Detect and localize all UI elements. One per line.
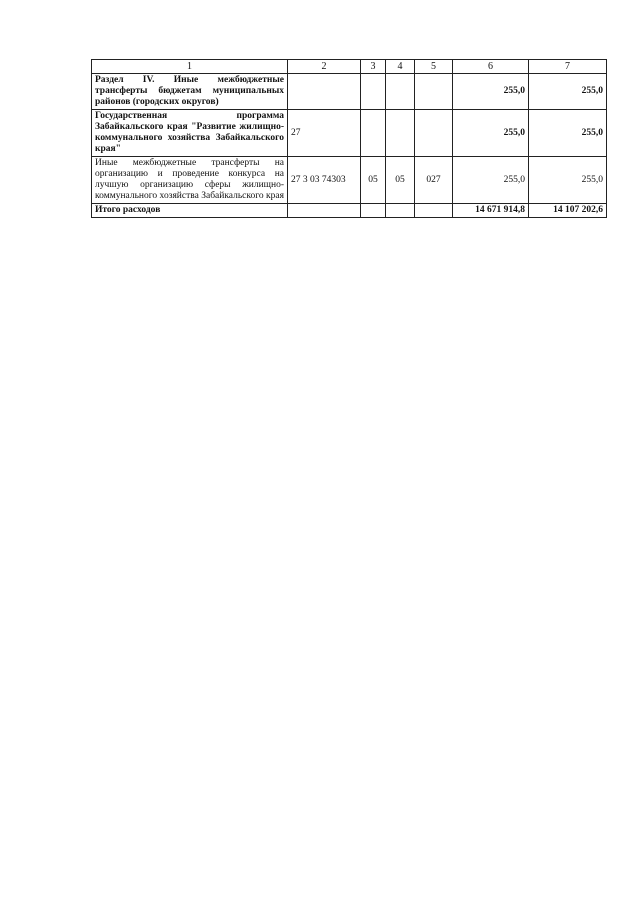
row-col-5 <box>415 74 453 110</box>
row-value-7: 255,0 <box>529 74 607 110</box>
row-name: Раздел IV. Иные межбюджетные трансферты бюджетам муниципальных районов (городских округов) <box>92 74 288 110</box>
header-col-1: 1 <box>92 60 288 74</box>
table-row <box>92 157 607 204</box>
table-row <box>92 74 607 110</box>
row-code: 27 3 03 74303 <box>288 157 361 204</box>
row-col-4: 05 <box>386 157 415 204</box>
row-value-7: 255,0 <box>529 157 607 204</box>
row-col-3: 05 <box>361 157 386 204</box>
table-row <box>92 110 607 157</box>
total-value-7: 14 107 202,6 <box>529 204 607 218</box>
row-value-6: 255,0 <box>453 74 529 110</box>
row-col-3 <box>361 110 386 157</box>
row-name: Иные межбюджетные трансферты на организацию и проведение конкурса на лучшую организацию сферы жилищно-коммунального хозяйства Забайкальского края <box>92 157 288 204</box>
row-col-4 <box>386 110 415 157</box>
header-row <box>92 60 607 74</box>
row-name: Государственная программа Забайкальского края "Развитие жилищно-коммунального хозяйства Забайкальского края" <box>92 110 288 157</box>
header-col-4: 4 <box>386 60 415 74</box>
budget-table <box>91 59 607 218</box>
row-value-7: 255,0 <box>529 110 607 157</box>
row-col-5 <box>415 110 453 157</box>
total-empty <box>361 204 386 218</box>
total-value-6: 14 671 914,8 <box>453 204 529 218</box>
row-code <box>288 74 361 110</box>
header-col-5: 5 <box>415 60 453 74</box>
total-empty <box>415 204 453 218</box>
header-col-6: 6 <box>453 60 529 74</box>
total-empty <box>288 204 361 218</box>
header-col-3: 3 <box>361 60 386 74</box>
row-col-3 <box>361 74 386 110</box>
total-row <box>92 204 607 218</box>
total-label: Итого расходов <box>92 204 288 218</box>
row-col-5: 027 <box>415 157 453 204</box>
row-code: 27 <box>288 110 361 157</box>
header-col-2: 2 <box>288 60 361 74</box>
header-col-7: 7 <box>529 60 607 74</box>
row-value-6: 255,0 <box>453 110 529 157</box>
row-value-6: 255,0 <box>453 157 529 204</box>
total-empty <box>386 204 415 218</box>
row-col-4 <box>386 74 415 110</box>
